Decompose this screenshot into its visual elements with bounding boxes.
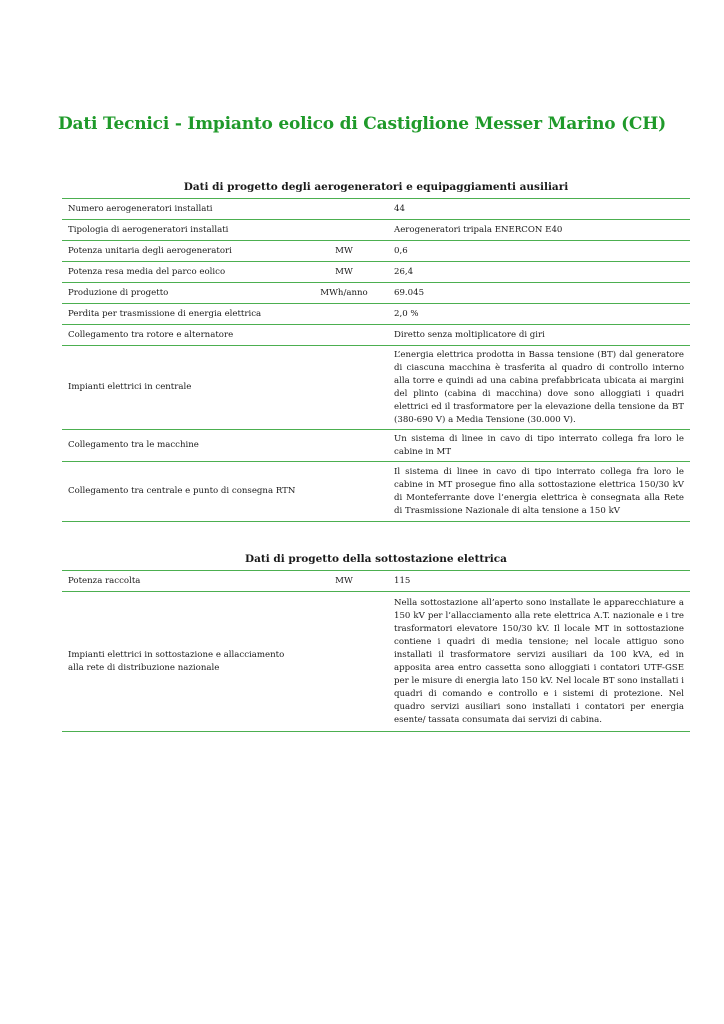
row-unit: MW: [300, 571, 388, 592]
document-title: Dati Tecnici - Impianto eolico di Castiglione Messer Marino (CH): [58, 114, 666, 134]
table-row: [62, 199, 690, 220]
row-unit: [300, 430, 388, 462]
row-value: Un sistema di linee in cavo di tipo interrato collega fra loro le cabine in MT: [388, 430, 690, 462]
table-aerogeneratori: [62, 198, 690, 522]
row-value: 0,6: [388, 241, 690, 262]
table-row: [62, 325, 690, 346]
row-unit: MWh/anno: [300, 283, 388, 304]
row-value: 115: [388, 571, 690, 592]
row-unit: MW: [300, 241, 388, 262]
table-row: [62, 592, 690, 732]
table-row: [62, 241, 690, 262]
row-label: Collegamento tra le macchine: [62, 430, 300, 462]
table-row: [62, 262, 690, 283]
row-value: 69.045: [388, 283, 690, 304]
row-unit: [300, 199, 388, 220]
row-unit: MW: [300, 262, 388, 283]
row-unit: [300, 304, 388, 325]
row-value: L’energia elettrica prodotta in Bassa tensione (BT) dal generatore di ciascuna macchina è trasferita al quadro di controllo interno alla torre e quindi ad una cabina prefabbricata ubicata ai margini del plinto (cabina di macchina) dove sono alloggiati i quadri elettrici ed il trasformatore per la elevazione della tensione da BT (380-690 V) a Media Tensione (30.000 V).: [388, 346, 690, 430]
row-unit: [300, 592, 388, 732]
section-title-aerogeneratori: Dati di progetto degli aerogeneratori e equipaggiamenti ausiliari: [183, 181, 569, 193]
row-value: 44: [388, 199, 690, 220]
row-label: Produzione di progetto: [62, 283, 300, 304]
table-row: [62, 430, 690, 462]
row-value: Aerogeneratori tripala ENERCON E40: [388, 220, 690, 241]
row-label: Potenza raccolta: [62, 571, 300, 592]
row-label: Impianti elettrici in centrale: [62, 346, 300, 430]
row-value: 2,0 %: [388, 304, 690, 325]
row-label: Potenza unitaria degli aerogeneratori: [62, 241, 300, 262]
row-unit: [300, 462, 388, 522]
table-row: [62, 304, 690, 325]
table-sottostazione: [62, 570, 690, 732]
table-row: [62, 220, 690, 241]
table-row: [62, 346, 690, 430]
table-row: [62, 283, 690, 304]
row-value: Diretto senza moltiplicatore di giri: [388, 325, 690, 346]
row-label: Numero aerogeneratori installati: [62, 199, 300, 220]
row-label: Collegamento tra rotore e alternatore: [62, 325, 300, 346]
row-label: Impianti elettrici in sottostazione e allacciamento alla rete di distribuzione nazionale: [62, 592, 300, 732]
row-label: Potenza resa media del parco eolico: [62, 262, 300, 283]
row-value: Il sistema di linee in cavo di tipo interrato collega fra loro le cabine in MT prosegue fino alla sottostazione elettrica 150/30 kV di Monteferrante dove l’energia elettrica è consegnata alla Rete di Trasmissione Nazionale di alta tensione a 150 kV: [388, 462, 690, 522]
row-label: Collegamento tra centrale e punto di consegna RTN: [62, 462, 300, 522]
row-unit: [300, 220, 388, 241]
row-unit: [300, 346, 388, 430]
row-value: Nella sottostazione all’aperto sono installate le apparecchiature a 150 kV per l’allacciamento alla rete elettrica A.T. nazionale e i tre trasformatori elevatore 150/30 kV. Il locale MT in sottostazione contiene i quadri di media tensione; nel locale attiguo sono installati il trasformatore servizi ausiliari da 100 kVA, ed in apposita area entro cassetta sono alloggiati i contatori UTF-GSE per le misure di energia lato 150 kV. Nel locale BT sono installati i quadri di comando e controllo e i sistemi di protezione. Nel quadro servizi ausiliari sono installati i contatori per energia esente/ tassata consumata dai servizi di cabina.: [388, 592, 690, 732]
table-row: [62, 462, 690, 522]
table-row: [62, 571, 690, 592]
section-title-sottostazione: Dati di progetto della sottostazione elettrica: [245, 553, 507, 565]
row-label: Perdita per trasmissione di energia elettrica: [62, 304, 300, 325]
row-unit: [300, 325, 388, 346]
row-value: 26,4: [388, 262, 690, 283]
row-label: Tipologia di aerogeneratori installati: [62, 220, 300, 241]
